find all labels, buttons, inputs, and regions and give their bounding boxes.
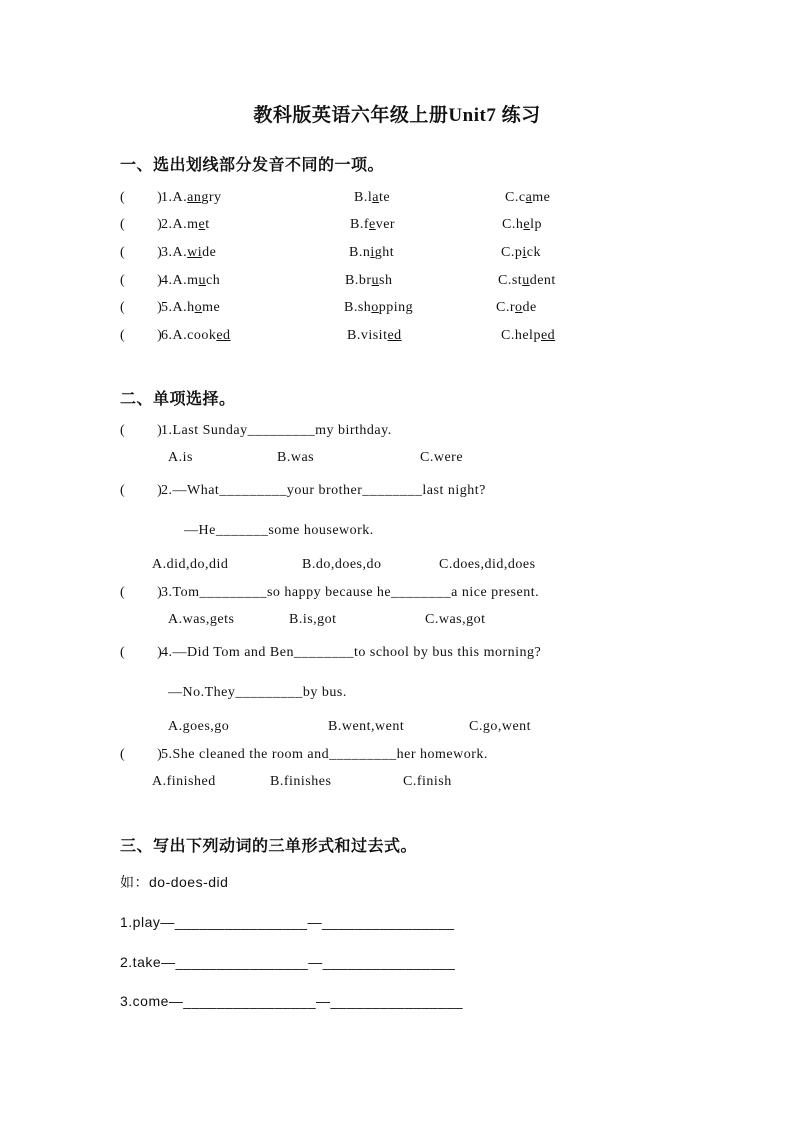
underlined-letters: i (197, 245, 203, 260)
verb-word: 2.take— (120, 954, 176, 970)
question-stem: 3.Tom_________so happy because he________a nice present. (161, 585, 540, 600)
answer-paren: ( ) (120, 273, 163, 288)
answer-blank: ________________ (321, 914, 455, 930)
option-c: C.was,got (425, 612, 486, 627)
option-text: C.p (501, 245, 523, 260)
item-number: 1.A. (161, 190, 188, 205)
option-c (505, 189, 550, 207)
answer-paren: ( ) (120, 300, 163, 315)
option-text: me (532, 190, 551, 205)
underlined-letters: a (372, 190, 379, 205)
option-b (347, 327, 402, 345)
option-text: C.h (502, 217, 524, 232)
option-b: B.was (277, 450, 315, 465)
option-a: A.is (168, 450, 193, 465)
option-a: A.finished (152, 774, 216, 789)
underlined-letters: ed (216, 328, 231, 343)
dash: — (307, 914, 322, 930)
answer-blank: ________________ (322, 954, 456, 970)
underlined-letters: o (515, 300, 523, 315)
option-c (501, 244, 541, 262)
option-b: B.went,went (328, 719, 405, 734)
option-text: B.n (349, 245, 371, 260)
question-stem: 4.—Did Tom and Ben________to school by bus this morning? (161, 645, 542, 660)
underlined-letters: w (187, 245, 198, 260)
option-text: ck (526, 245, 541, 260)
option-text: lp (530, 217, 542, 232)
option-b (345, 272, 392, 290)
question-stem: 5.She cleaned the room and_________her homework. (161, 747, 488, 762)
option-text: de (522, 300, 537, 315)
item-number: 2.A. (161, 217, 188, 232)
option-c: C.were (420, 450, 464, 465)
option-text: C.r (496, 300, 515, 315)
example-line (120, 873, 228, 891)
option-a (161, 216, 210, 234)
answer-paren: ( ) (120, 245, 163, 260)
answer-blank: ________________ (183, 993, 316, 1009)
underlined-letters: ed (387, 328, 402, 343)
option-b: B.is,got (289, 612, 337, 627)
option-text: C.help (501, 328, 541, 343)
option-text: ver (375, 217, 396, 232)
underlined-letters: a (525, 190, 533, 205)
verb-line (120, 953, 455, 971)
option-text: de (202, 245, 217, 260)
option-a (161, 244, 216, 262)
option-text: sh (379, 273, 393, 288)
section2-heading: 二、单项选择。 (120, 389, 236, 408)
answer-paren: ( ) (120, 585, 163, 600)
option-b (350, 216, 395, 234)
option-text: m (187, 217, 199, 232)
underlined-letters: e (198, 217, 206, 232)
option-a: A.goes,go (168, 719, 230, 734)
option-a (161, 189, 222, 207)
underlined-letters: o (194, 300, 203, 315)
question-stem: 2.—What_________your brother________last night? (161, 483, 486, 498)
answer-blank: ________________ (175, 954, 309, 970)
option-b (354, 189, 390, 207)
option-c: C.does,did,does (439, 557, 536, 572)
option-c (501, 327, 555, 345)
dash: — (316, 993, 331, 1009)
verb-word: 3.come— (120, 993, 184, 1009)
underlined-letters: u (198, 273, 207, 288)
option-c (498, 272, 556, 290)
verb-line (120, 913, 455, 931)
section1-heading: 一、选出划线部分发音不同的一项。 (120, 155, 385, 174)
option-text: B.visit (347, 328, 388, 343)
question-sub: —He_______some housework. (184, 523, 374, 538)
option-text: C.st (498, 273, 523, 288)
example-text: do-does-did (149, 874, 229, 890)
option-b (349, 244, 394, 262)
question-stem: 1.Last Sunday_________my birthday. (161, 423, 392, 438)
underlined-letters: e (369, 217, 376, 232)
option-text: B.br (345, 273, 372, 288)
option-c (496, 299, 537, 317)
item-number: 5.A. (161, 300, 188, 315)
example-label: 如： (120, 874, 149, 890)
answer-paren: ( ) (120, 190, 163, 205)
option-text: B.l (354, 190, 373, 205)
answer-paren: ( ) (120, 328, 163, 343)
question-sub: —No.They_________by bus. (168, 685, 347, 700)
underlined-letters: u (522, 273, 530, 288)
option-text: te (378, 190, 391, 205)
underlined-letters: ed (540, 328, 556, 343)
option-text: t (205, 217, 210, 232)
underlined-letters: i (370, 245, 375, 260)
option-text: cook (187, 328, 217, 343)
answer-blank: ________________ (174, 914, 308, 930)
underlined-letters: o (371, 300, 379, 315)
dash: — (308, 954, 323, 970)
option-a (161, 299, 220, 317)
underlined-letters: an (187, 190, 202, 205)
section3-heading: 三、写出下列动词的三单形式和过去式。 (120, 836, 418, 855)
item-number: 6.A. (161, 328, 188, 343)
verb-word: 1.play— (120, 914, 175, 930)
option-text: gry (201, 190, 222, 205)
option-b (344, 299, 413, 317)
option-c: C.go,went (469, 719, 532, 734)
option-text: me (202, 300, 221, 315)
option-text: B.sh (344, 300, 372, 315)
page-title: 教科版英语六年级上册Unit7 练习 (253, 105, 541, 126)
option-text: h (187, 300, 195, 315)
item-number: 4.A. (161, 273, 188, 288)
option-text: B.f (350, 217, 369, 232)
option-a (161, 327, 231, 345)
answer-paren: ( ) (120, 483, 163, 498)
option-b: B.do,does,do (302, 557, 382, 572)
option-a (161, 272, 220, 290)
answer-paren: ( ) (120, 217, 163, 232)
verb-line (120, 992, 463, 1010)
answer-paren: ( ) (120, 747, 163, 762)
option-c (502, 216, 542, 234)
option-c: C.finish (403, 774, 452, 789)
option-a: A.was,gets (168, 612, 235, 627)
answer-paren: ( ) (120, 423, 163, 438)
option-b: B.finishes (270, 774, 332, 789)
option-text: ch (206, 273, 221, 288)
answer-paren: ( ) (120, 645, 163, 660)
option-text: dent (529, 273, 556, 288)
option-text: C.c (505, 190, 526, 205)
answer-blank: ________________ (330, 993, 464, 1009)
option-a: A.did,do,did (152, 557, 229, 572)
underlined-letters: i (522, 245, 527, 260)
option-text: ght (374, 245, 395, 260)
item-number: 3.A. (161, 245, 188, 260)
option-text: pping (378, 300, 414, 315)
underlined-letters: u (371, 273, 379, 288)
option-text: m (187, 273, 199, 288)
underlined-letters: e (523, 217, 531, 232)
